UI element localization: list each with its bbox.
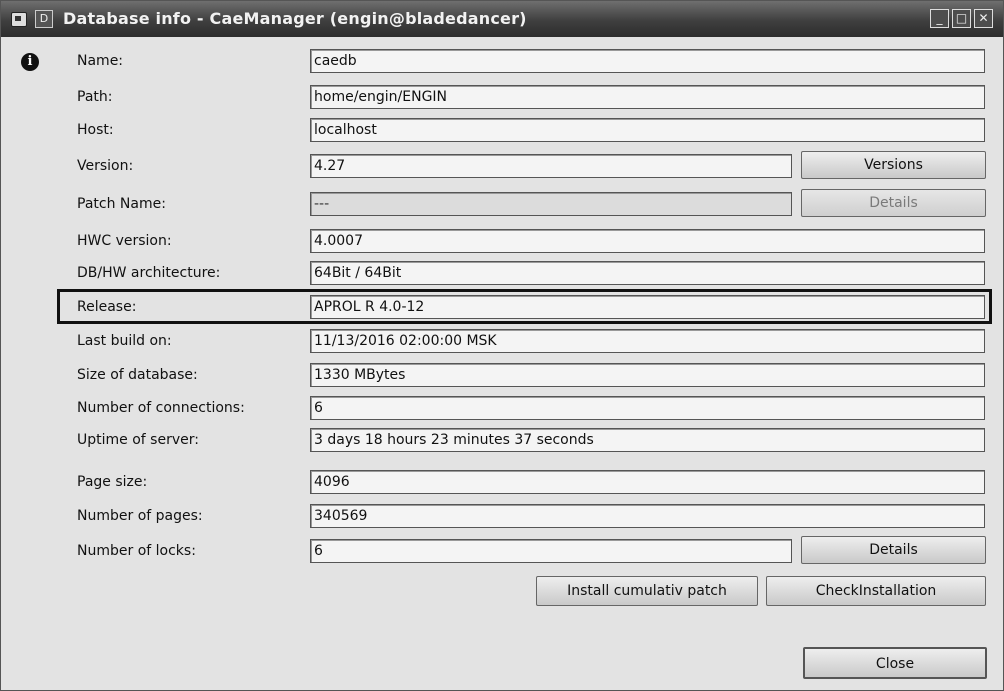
row-hwc-version [1, 229, 1003, 255]
locks-details-button[interactable]: Details [801, 536, 986, 564]
pages-label: Number of pages: [77, 508, 203, 524]
row-architecture [1, 261, 1003, 287]
window-title: Database info - CaeManager (engin@bladedancer) [63, 9, 527, 28]
row-name [1, 49, 1003, 75]
locks-label: Number of locks: [77, 543, 196, 559]
row-locks [1, 539, 1003, 565]
close-button[interactable]: Close [803, 647, 987, 679]
path-field[interactable]: home/engin/ENGIN [310, 85, 985, 109]
row-path [1, 85, 1003, 111]
architecture-field[interactable]: 64Bit / 64Bit [310, 261, 985, 285]
version-label: Version: [77, 158, 134, 174]
database-size-field[interactable]: 1330 MBytes [310, 363, 985, 387]
app-icon[interactable] [11, 12, 27, 27]
last-build-label: Last build on: [77, 333, 172, 349]
row-last-build [1, 329, 1003, 355]
connections-field[interactable]: 6 [310, 396, 985, 420]
pages-field[interactable]: 340569 [310, 504, 985, 528]
row-uptime [1, 428, 1003, 454]
page-size-label: Page size: [77, 474, 148, 490]
install-patch-button[interactable]: Install cumulativ patch [536, 576, 758, 606]
uptime-label: Uptime of server: [77, 432, 199, 448]
row-pages [1, 504, 1003, 530]
name-field[interactable]: caedb [310, 49, 985, 73]
connections-label: Number of connections: [77, 400, 245, 416]
minimize-button[interactable]: _ [930, 9, 949, 28]
locks-field[interactable]: 6 [310, 539, 792, 563]
row-patch-name [1, 192, 1003, 218]
row-page-size [1, 470, 1003, 496]
patch-name-field[interactable]: --- [310, 192, 792, 216]
patch-details-button[interactable]: Details [801, 189, 986, 217]
check-installation-button[interactable]: CheckInstallation [766, 576, 986, 606]
title-bar[interactable] [1, 1, 1003, 37]
host-field[interactable]: localhost [310, 118, 985, 142]
page-size-field[interactable]: 4096 [310, 470, 985, 494]
row-version [1, 154, 1003, 180]
row-database-size [1, 363, 1003, 389]
row-connections [1, 396, 1003, 422]
hwc-version-label: HWC version: [77, 233, 172, 249]
version-field[interactable]: 4.27 [310, 154, 792, 178]
name-label: Name: [77, 53, 124, 69]
release-label: Release: [77, 299, 137, 315]
patch-name-label: Patch Name: [77, 196, 166, 212]
close-window-button[interactable]: ✕ [974, 9, 993, 28]
release-field[interactable]: APROL R 4.0-12 [310, 295, 985, 319]
row-release [1, 295, 1003, 321]
maximize-button[interactable]: □ [952, 9, 971, 28]
row-host [1, 118, 1003, 144]
info-icon: i [21, 53, 39, 71]
hwc-version-field[interactable]: 4.0007 [310, 229, 985, 253]
path-label: Path: [77, 89, 113, 105]
architecture-label: DB/HW architecture: [77, 265, 221, 281]
window-menu-icon[interactable]: D [35, 10, 53, 28]
uptime-field[interactable]: 3 days 18 hours 23 minutes 37 seconds [310, 428, 985, 452]
host-label: Host: [77, 122, 114, 138]
last-build-field[interactable]: 11/13/2016 02:00:00 MSK [310, 329, 985, 353]
database-size-label: Size of database: [77, 367, 198, 383]
versions-button[interactable]: Versions [801, 151, 986, 179]
